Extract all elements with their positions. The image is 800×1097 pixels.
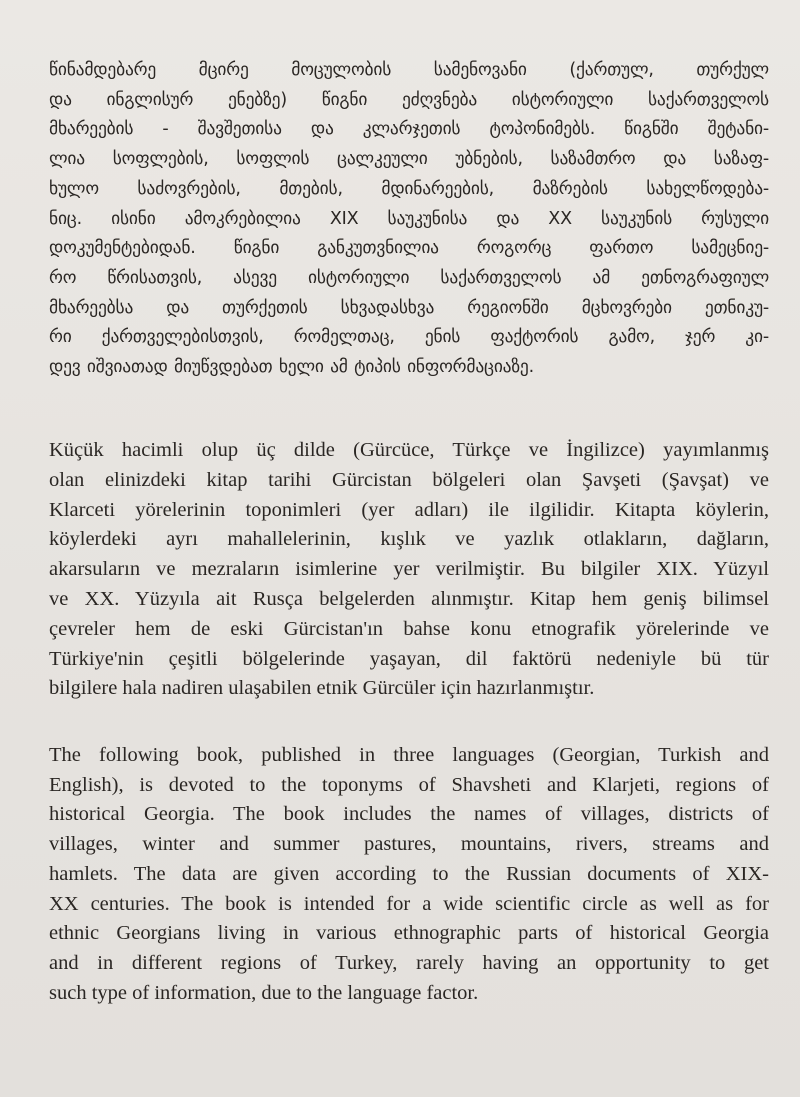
english-line: English), is devoted to the toponyms of Shavsheti and Klarjeti, regions of: [49, 773, 769, 796]
georgian-line: წინამდებარე მცირე მოცულობის სამენოვანი (ქართულ, თურქულ: [49, 60, 769, 80]
turkish-line: çevreler hem de eski Gürcistan'ın bahse konu etnografik yörelerinde ve: [49, 617, 769, 640]
georgian-line: რი ქართველებისთვის, რომელთაც, ენის ფაქტორის გამო, ჯერ კი-: [49, 327, 769, 348]
georgian-line: დოკუმენტებიდან. წიგნი განკუთვნილია როგორც ფართო სამეცნიე-: [49, 238, 769, 259]
turkish-line: olan elinizdeki kitap tarihi Gürcistan bölgeleri olan Şavşeti (Şavşat) ve: [49, 468, 769, 491]
english-line: ethnic Georgians living in various ethnographic parts of historical Georgia: [49, 922, 769, 945]
georgian-line: რო წრისათვის, ასევე ისტორიული საქართველოს ამ ეთნოგრაფიულ: [49, 267, 769, 288]
english-line: XX centuries. The book is intended for a wide scientific circle as well as for: [49, 892, 769, 915]
turkish-line: köylerdeki ayrı mahallelerinin, kışlık ve yazlık otlakların, dağların,: [49, 528, 769, 551]
english-line: hamlets. The data are given according to the Russian documents of XIX-: [49, 862, 769, 885]
english-line: The following book, published in three languages (Georgian, Turkish and: [49, 744, 769, 766]
turkish-line: Klarceti yörelerinin toponimleri (yer adları) ile ilgilidir. Kitapta köylerin,: [49, 498, 769, 521]
georgian-line: მხარეებსა და თურქეთის სხვადასხვა რეგიონში მცხოვრები ეთნიკუ-: [49, 297, 769, 318]
turkish-line: bilgilere hala nadiren ulaşabilen etnik Gürcüler için hazırlanmıştır.: [49, 677, 595, 700]
georgian-line: მხარეების - შავშეთისა და კლარჯეთის ტოპონიმებს. წიგნში შეტანი-: [49, 119, 769, 140]
english-line: and in different regions of Turkey, rarely having an opportunity to get: [49, 951, 769, 974]
turkish-line: ve XX. Yüzyıla ait Rusça belgelerden alınmıştır. Kitap hem geniş bilimsel: [49, 587, 769, 610]
turkish-paragraph: [49, 436, 769, 704]
georgian-paragraph: [49, 56, 769, 383]
english-line: historical Georgia. The book includes the names of villages, districts of: [49, 803, 769, 826]
georgian-line: ხულო საძოვრების, მთების, მდინარეების, მაზრების სახელწოდება-: [49, 178, 769, 199]
georgian-line: დევ იშვიათად მიუწვდებათ ხელი ამ ტიპის ინფორმაციაზე.: [49, 357, 534, 378]
english-line: such type of information, due to the language factor.: [49, 981, 479, 1004]
english-paragraph: [49, 741, 769, 1008]
turkish-line: Türkiye'nin çeşitli bölgelerinde yaşayan, dil faktörü nedeniyle bü tür: [49, 647, 769, 670]
turkish-line: Küçük hacimli olup üç dilde (Gürcüce, Türkçe ve İngilizce) yayımlanmış: [49, 439, 769, 461]
georgian-line: ლია სოფლების, სოფლის ცალკეული უბნების, საზამთრო და საზაფ-: [49, 149, 769, 170]
turkish-line: akarsuların ve mezraların isimlerine yer verilmiştir. Bu bilgiler XIX. Yüzyıl: [49, 558, 769, 581]
georgian-line: და ინგლისურ ენებზე) წიგნი ეძღვნება ისტორიული საქართველოს: [49, 89, 769, 110]
english-line: villages, winter and summer pastures, mountains, rivers, streams and: [49, 833, 769, 856]
georgian-line: ნიც. ისინი ამოკრებილია XIX საუკუნისა და XX საუკუნის რუსული: [49, 208, 769, 229]
